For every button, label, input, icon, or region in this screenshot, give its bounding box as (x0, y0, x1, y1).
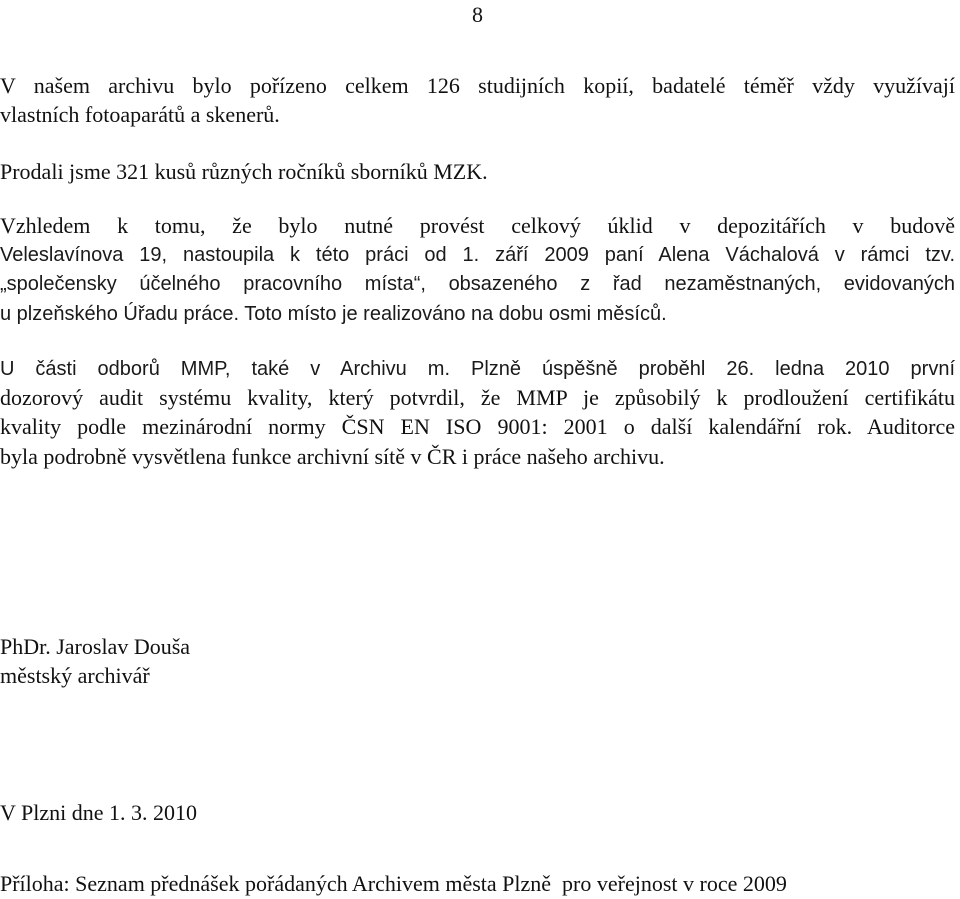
paragraph-3-line-3: „společensky účelného pracovního místa“, obsazeného z řad nezaměstnaných, evidovaných (0, 273, 955, 295)
paragraph-4-line-4: byla podrobně vysvětlena funkce archivní sítě v ČR i práce našeho archivu. (0, 444, 665, 469)
paragraph-1-line-2: vlastních fotoaparátů a skenerů. (0, 102, 280, 127)
signature-name: PhDr. Jaroslav Douša (0, 634, 191, 659)
page-number-text: 8 (472, 2, 483, 27)
page-number (0, 2, 955, 28)
paragraph-4-line-1: U části odborů MMP, také v Archivu m. Plzně úspěšně proběhl 26. ledna 2010 první (0, 358, 955, 380)
paragraph-3-line-2: Veleslavínova 19, nastoupila k této práci od 1. září 2009 paní Alena Váchalová v rámci tzv. (0, 244, 955, 266)
paragraph-3-line-1: Vzhledem k tomu, že bylo nutné provést celkový úklid v depozitářích v budově (0, 213, 955, 238)
paragraph-1-line-1: V našem archivu bylo pořízeno celkem 126 studijních kopií, badatelé téměř vždy využívají (0, 73, 955, 98)
place-date: V Plzni dne 1. 3. 2010 (0, 800, 197, 825)
signature-title: městský archivář (0, 663, 150, 688)
attachment-note: Příloha: Seznam přednášek pořádaných Archivem města Plzně pro veřejnost v roce 2009 (0, 871, 787, 896)
paragraph-4-line-2: dozorový audit systému kvality, který potvrdil, že MMP je způsobilý k prodloužení certifikátu (0, 385, 955, 410)
paragraph-3-line-4: u plzeňského Úřadu práce. Toto místo je realizováno na dobu osmi měsíců. (0, 303, 667, 325)
paragraph-2-line-1: Prodali jsme 321 kusů různých ročníků sborníků MZK. (0, 159, 488, 184)
paragraph-4-line-3: kvality podle mezinárodní normy ČSN EN ISO 9001: 2001 o další kalendářní rok. Auditorce (0, 414, 955, 439)
